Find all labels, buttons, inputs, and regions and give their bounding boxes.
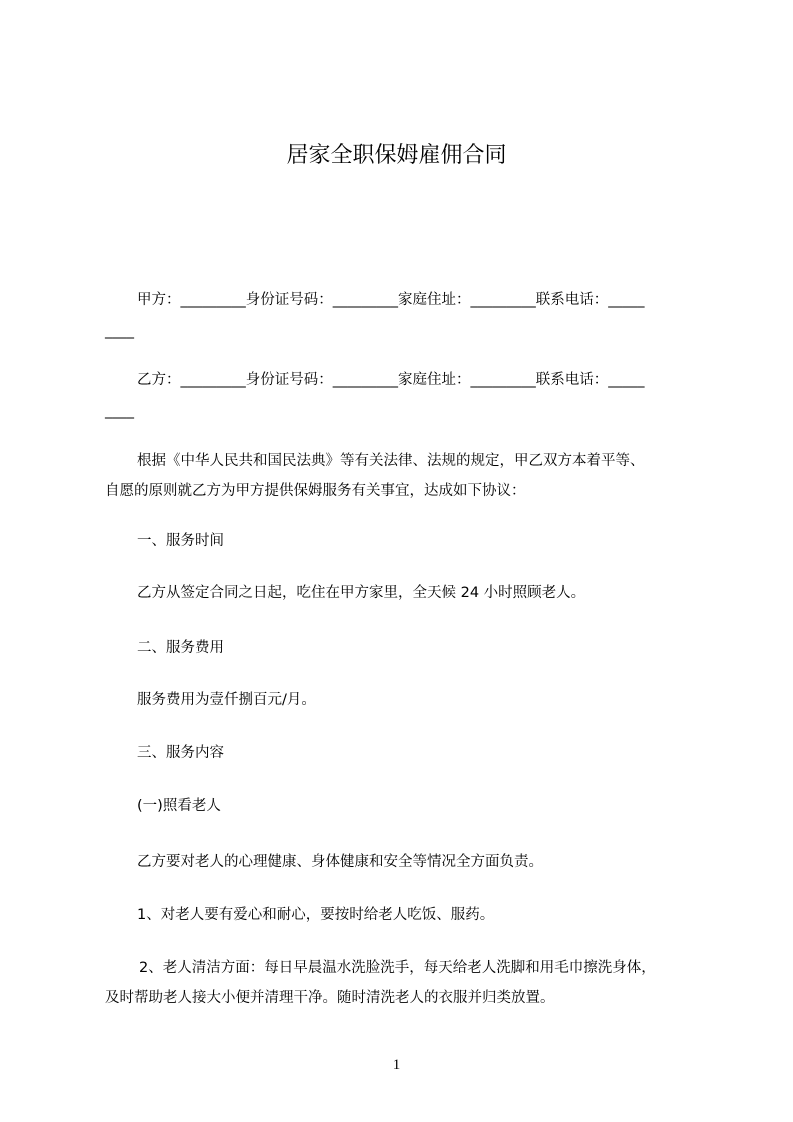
party-a-line-2: ____ xyxy=(105,323,134,339)
subsection-1-text: 乙方要对老人的心理健康、身体健康和安全等情况全方面负责。 xyxy=(137,854,543,870)
item-1-text: 1、对老人要有爱心和耐心，要按时给老人吃饭、服药。 xyxy=(137,907,495,923)
section-1-text: 乙方从签定合同之日起，吃住在甲方家里，全天候 24 小时照顾老人。 xyxy=(137,585,586,601)
section-2-text: 服务费用为壹仟捌百元/月。 xyxy=(137,692,316,708)
section-3-heading: 三、服务内容 xyxy=(137,745,224,761)
preamble-line-2: 自愿的原则就乙方为甲方提供保姆服务有关事宜，达成如下协议： xyxy=(105,483,526,499)
subsection-1-heading: (一)照看老人 xyxy=(137,798,221,814)
page-number: 1 xyxy=(392,1057,401,1073)
preamble-line-1: 根据《中华人民共和国民法典》等有关法律、法规的规定，甲乙双方本着平等、 xyxy=(137,453,645,469)
section-2-heading: 二、服务费用 xyxy=(137,640,224,656)
party-b-line-2: ____ xyxy=(105,403,134,419)
document-title: 居家全职保姆雇佣合同 xyxy=(286,143,507,168)
party-b-line-1: 乙方：_________身份证号码：_________家庭住址：_________联系电话：_____ xyxy=(137,372,645,388)
item-2-line-2: 及时帮助老人接大小便并清理干净。随时清洗老人的衣服并归类放置。 xyxy=(105,990,555,1006)
item-2-line-1: 2、老人清洁方面：每日早晨温水洗脸洗手，每天给老人洗脚和用毛巾擦洗身体， xyxy=(139,960,656,976)
party-a-line-1: 甲方：_________身份证号码：_________家庭住址：_________联系电话：_____ xyxy=(137,292,645,308)
section-1-heading: 一、服务时间 xyxy=(137,533,224,549)
